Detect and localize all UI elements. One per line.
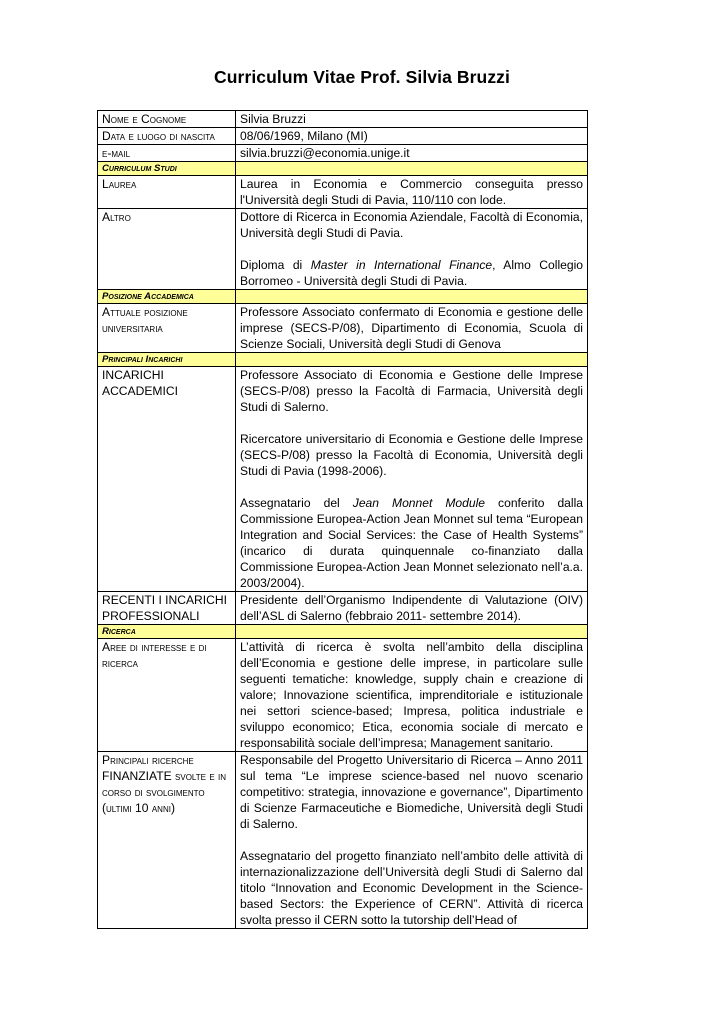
- label-line: RECENTI I INCARICHI: [102, 593, 227, 607]
- academic-roles-value: [236, 367, 588, 592]
- label-line: Attuale posizione: [102, 305, 188, 319]
- table-row: [98, 367, 588, 592]
- laurea-label: Laurea: [98, 176, 236, 209]
- text-run: conferito dalla Commissione Europea-Action Jean Monnet sul tema “European Integration and Social Services: the Case of Health Systems” (incarico di durata quinquennale co-finanziato dalla Commissione Europea-Action Jean Monnet selezionato nell’a.a. 2003/2004).: [240, 496, 583, 590]
- text-run-italic: Jean Monnet Module: [352, 496, 486, 510]
- table-row: [98, 176, 588, 209]
- altro-paragraph: [240, 257, 583, 289]
- table-row: [98, 592, 588, 625]
- label-line: Principali ricerche: [102, 753, 194, 767]
- table-row: [98, 304, 588, 353]
- section-title-roles: Principali Incarichi: [98, 353, 236, 367]
- text-run: Assegnatario del: [240, 496, 353, 510]
- position-value: Professore Associato confermato di Economia e gestione delle imprese (SECS-P/08), Dipartimento di Economia, Scuola di Scienze Sociali, Università degli Studi di Genova: [236, 304, 588, 353]
- section-header-research: [98, 625, 588, 639]
- name-label: Nome e Cognome: [98, 111, 236, 128]
- position-label: [98, 304, 236, 353]
- table-row: [98, 128, 588, 145]
- label-line: INCARICHI: [102, 368, 164, 382]
- altro-label: Altro: [98, 209, 236, 290]
- text-run: , Almo Collegio Borromeo - Università degli Studi di Pavia.: [240, 258, 583, 288]
- section-header-position: [98, 290, 588, 304]
- altro-value: [236, 209, 588, 290]
- role-paragraph: Ricercatore universitario di Economia e Gestione delle Imprese (SECS-P/08) presso la Facoltà di Economia, Università degli Studi di Pavia (1998-2006).: [240, 432, 583, 478]
- professional-roles-label: [98, 592, 236, 625]
- section-title-studies: Curriculum Studi: [98, 162, 236, 176]
- section-filler: [236, 290, 588, 304]
- section-filler: [236, 162, 588, 176]
- label-run: 10: [135, 801, 149, 815]
- altro-paragraph: Dottore di Ricerca in Economia Aziendale, Facoltà di Economia, Università degli Studi di Pavia.: [240, 210, 583, 240]
- label-run: svolte e in: [171, 769, 227, 783]
- research-paragraph: Assegnatario del progetto finanziato nell’ambito delle attività di internazionalizzazione dell’Università degli Studi di Salerno dal titolo “Innovation and Economic Development in the Science-based Sectors: the Experience of CERN”. Attività di ricerca svolta presso il CERN sotto la tutorship dell’Head of: [240, 849, 583, 927]
- laurea-value: Laurea in Economia e Commercio conseguita presso l'Università degli Studi di Pavia, 110/110 con lode.: [236, 176, 588, 209]
- professional-roles-value: Presidente dell’Organismo Indipendente di Valutazione (OIV) dell’ASL di Salerno (febbraio 2011- settembre 2014).: [236, 592, 588, 625]
- table-row: [98, 752, 588, 929]
- birth-label: Data e luogo di nascita: [98, 128, 236, 145]
- label-run: anni): [148, 801, 175, 815]
- table-row: [98, 639, 588, 752]
- funded-research-label: [98, 752, 236, 929]
- label-run: (ultimi: [102, 801, 136, 815]
- label-line: Aree di interesse e di: [102, 640, 207, 654]
- label-line: universitaria: [102, 321, 163, 335]
- academic-roles-label: [98, 367, 236, 592]
- label-line: PROFESSIONALI: [102, 609, 200, 623]
- birth-value: 08/06/1969, Milano (MI): [236, 128, 588, 145]
- label-line: ACCADEMICI: [102, 384, 178, 398]
- text-run: Diploma di: [240, 258, 311, 272]
- table-row: [98, 209, 588, 290]
- table-row: [98, 145, 588, 162]
- page-title: Curriculum Vitae Prof. Silvia Bruzzi: [214, 67, 510, 87]
- role-paragraph: [240, 495, 583, 591]
- research-areas-label: [98, 639, 236, 752]
- text-run-italic: Master in International Finance: [310, 258, 493, 272]
- funded-research-value: [236, 752, 588, 929]
- section-filler: [236, 625, 588, 639]
- cv-table: [97, 110, 588, 929]
- label-run: FINANZIATE: [102, 769, 172, 783]
- role-paragraph: Professore Associato di Economia e Gestione delle Imprese (SECS-P/08) presso la Facoltà di Farmacia, Università degli Studi di Salerno.: [240, 368, 583, 414]
- section-title-research: Ricerca: [98, 625, 236, 639]
- email-label: e-mail: [98, 145, 236, 162]
- label-line: ricerca: [102, 656, 139, 670]
- table-row: [98, 111, 588, 128]
- section-title-position: Posizione Accademica: [98, 290, 236, 304]
- name-value: Silvia Bruzzi: [236, 111, 588, 128]
- email-value: silvia.bruzzi@economia.unige.it: [236, 145, 588, 162]
- section-header-studies: [98, 162, 588, 176]
- section-header-roles: [98, 353, 588, 367]
- section-filler: [236, 353, 588, 367]
- label-line: corso di svolgimento: [102, 785, 205, 799]
- research-areas-value: L’attività di ricerca è svolta nell’ambito della disciplina dell’Economia e gestione delle imprese, in particolare sulle seguenti tematiche: knowledge, supply chain e creazione di valore; Innovazione scientifica, imprenditoriale e istituzionale nei settori science-based; Impresa, politica industriale e sviluppo economico; Etica, economia sociale di mercato e responsabilità sociale dell’impresa; Management sanitario.: [236, 639, 588, 752]
- research-paragraph: Responsabile del Progetto Universitario di Ricerca – Anno 2011 sul tema “Le imprese science-based nel nuovo scenario competitivo: strategia, innovazione e governance”, Dipartimento di Scienze Farmaceutiche e Biomediche, Università degli Studi di Salerno.: [240, 753, 583, 831]
